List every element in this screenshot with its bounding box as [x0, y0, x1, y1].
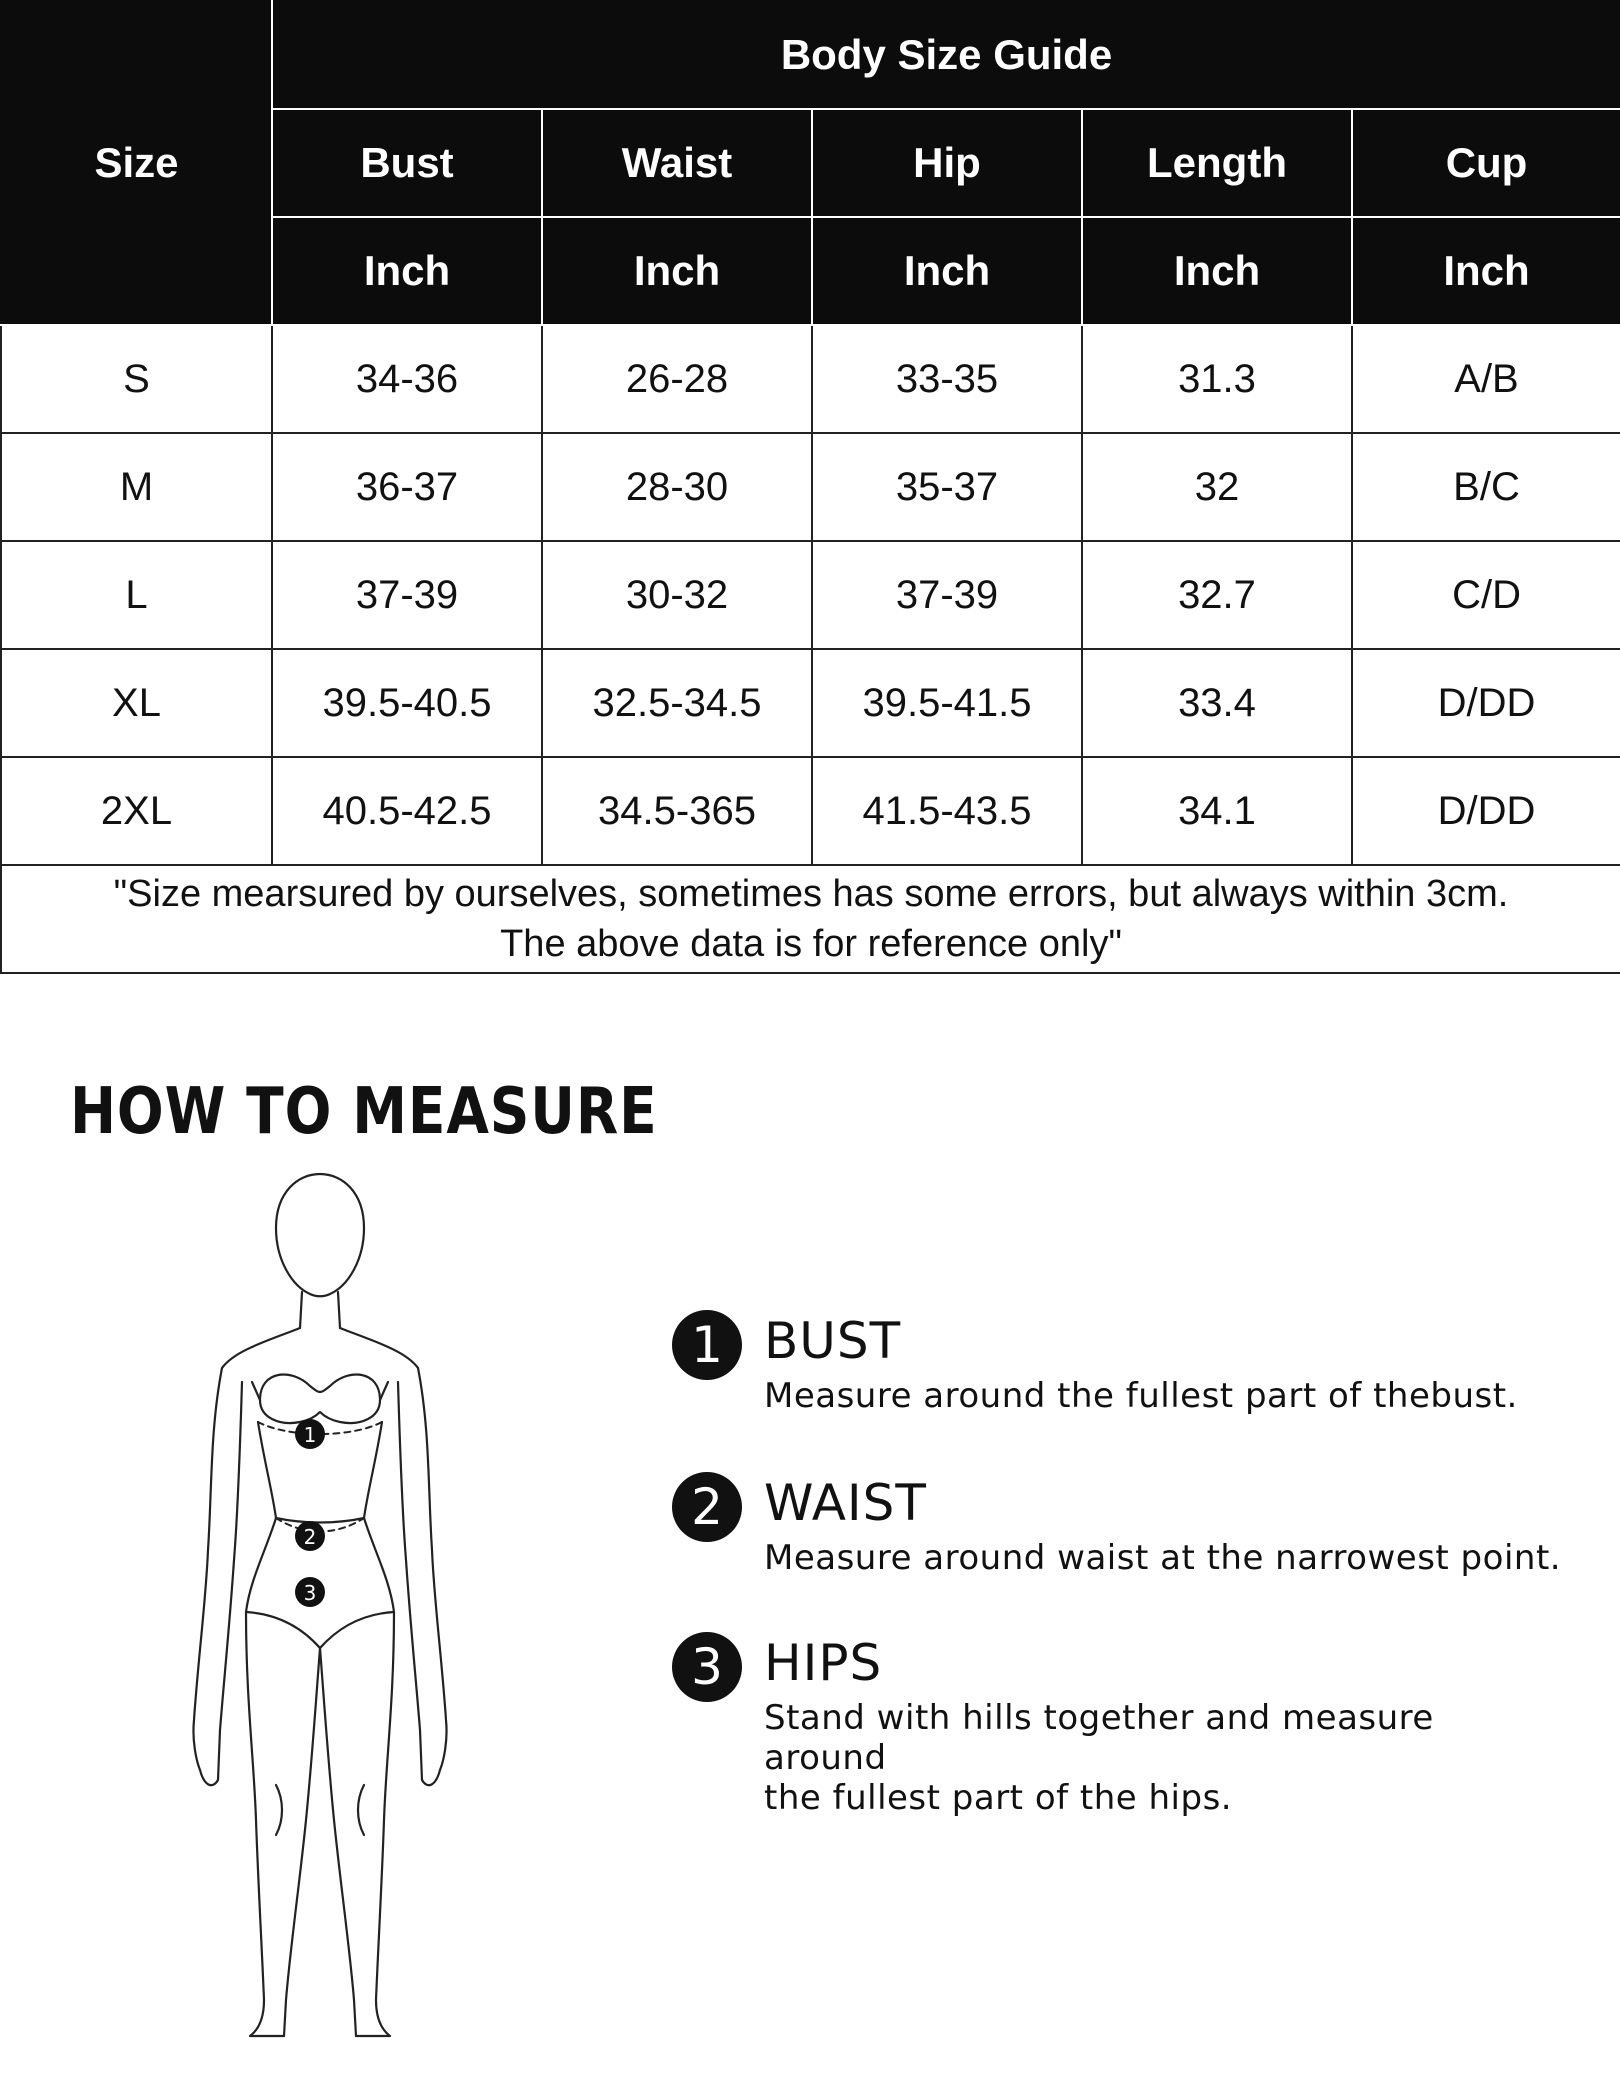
- size-guide-table: [0, 0, 1620, 974]
- step-description: [764, 1376, 1564, 1416]
- waist-cell: 28-30: [542, 433, 812, 541]
- table-row: [1, 541, 1620, 649]
- marker-2: [295, 1521, 325, 1551]
- step-description-line: Measure around the fullest part of thebust.: [764, 1376, 1518, 1416]
- waist-cell: 32.5-34.5: [542, 649, 812, 757]
- column-header-hip: Hip: [812, 109, 1082, 217]
- table-footnote: [1, 865, 1620, 973]
- unit-label-length: Inch: [1082, 217, 1352, 325]
- unit-label-bust: Inch: [272, 217, 542, 325]
- hip-cell: 33-35: [812, 325, 1082, 433]
- bust-cell: 36-37: [272, 433, 542, 541]
- marker-3: [295, 1577, 325, 1607]
- size-column-header: Size: [1, 1, 272, 325]
- table-title: Body Size Guide: [272, 1, 1620, 109]
- step-number-badge: 2: [672, 1472, 742, 1542]
- size-cell: XL: [1, 649, 272, 757]
- step-description-line: Measure around waist at the narrowest point.: [764, 1538, 1562, 1578]
- length-cell: 32.7: [1082, 541, 1352, 649]
- table-row: [1, 649, 1620, 757]
- unit-label-hip: Inch: [812, 217, 1082, 325]
- cup-cell: D/DD: [1352, 757, 1620, 865]
- step-title: HIPS: [764, 1634, 883, 1692]
- svg-text:3: 3: [303, 1581, 317, 1605]
- step-title: BUST: [764, 1312, 902, 1370]
- step-description-line: the fullest part of the hips.: [764, 1778, 1233, 1818]
- waist-cell: 26-28: [542, 325, 812, 433]
- length-cell: 34.1: [1082, 757, 1352, 865]
- bust-cell: 40.5-42.5: [272, 757, 542, 865]
- step-description-line: Stand with hills together and measure around: [764, 1698, 1434, 1778]
- column-header-waist: Waist: [542, 109, 812, 217]
- cup-cell: D/DD: [1352, 649, 1620, 757]
- length-cell: 33.4: [1082, 649, 1352, 757]
- step-title: WAIST: [764, 1474, 927, 1532]
- cup-cell: B/C: [1352, 433, 1620, 541]
- how-to-measure-title: HOW TO MEASURE: [70, 1075, 658, 1149]
- size-cell: L: [1, 541, 272, 649]
- unit-label-cup: Inch: [1352, 217, 1620, 325]
- svg-text:1: 1: [303, 1423, 317, 1447]
- svg-text:2: 2: [303, 1525, 317, 1549]
- size-cell: M: [1, 433, 272, 541]
- hip-cell: 41.5-43.5: [812, 757, 1082, 865]
- cup-cell: C/D: [1352, 541, 1620, 649]
- step-description: [764, 1698, 1564, 1818]
- hip-cell: 35-37: [812, 433, 1082, 541]
- unit-label-waist: Inch: [542, 217, 812, 325]
- marker-1: [295, 1419, 325, 1449]
- length-cell: 31.3: [1082, 325, 1352, 433]
- step-number-badge: 1: [672, 1310, 742, 1380]
- cup-cell: A/B: [1352, 325, 1620, 433]
- length-cell: 32: [1082, 433, 1352, 541]
- hip-cell: 39.5-41.5: [812, 649, 1082, 757]
- column-header-cup: Cup: [1352, 109, 1620, 217]
- waist-cell: 34.5-365: [542, 757, 812, 865]
- step-description: [764, 1538, 1564, 1578]
- hip-cell: 37-39: [812, 541, 1082, 649]
- bust-cell: 39.5-40.5: [272, 649, 542, 757]
- table-row: [1, 757, 1620, 865]
- column-header-bust: Bust: [272, 109, 542, 217]
- step-number-badge: 3: [672, 1632, 742, 1702]
- waist-cell: 30-32: [542, 541, 812, 649]
- size-cell: 2XL: [1, 757, 272, 865]
- footnote-line-1: "Size mearsured by ourselves, sometimes has some errors, but always within 3cm.: [113, 873, 1509, 915]
- bust-cell: 34-36: [272, 325, 542, 433]
- table-row: [1, 433, 1620, 541]
- bust-cell: 37-39: [272, 541, 542, 649]
- body-figure-illustration: [180, 1160, 460, 2060]
- table-row: [1, 325, 1620, 433]
- size-cell: S: [1, 325, 272, 433]
- column-header-length: Length: [1082, 109, 1352, 217]
- footnote-line-2: The above data is for reference only": [500, 923, 1122, 965]
